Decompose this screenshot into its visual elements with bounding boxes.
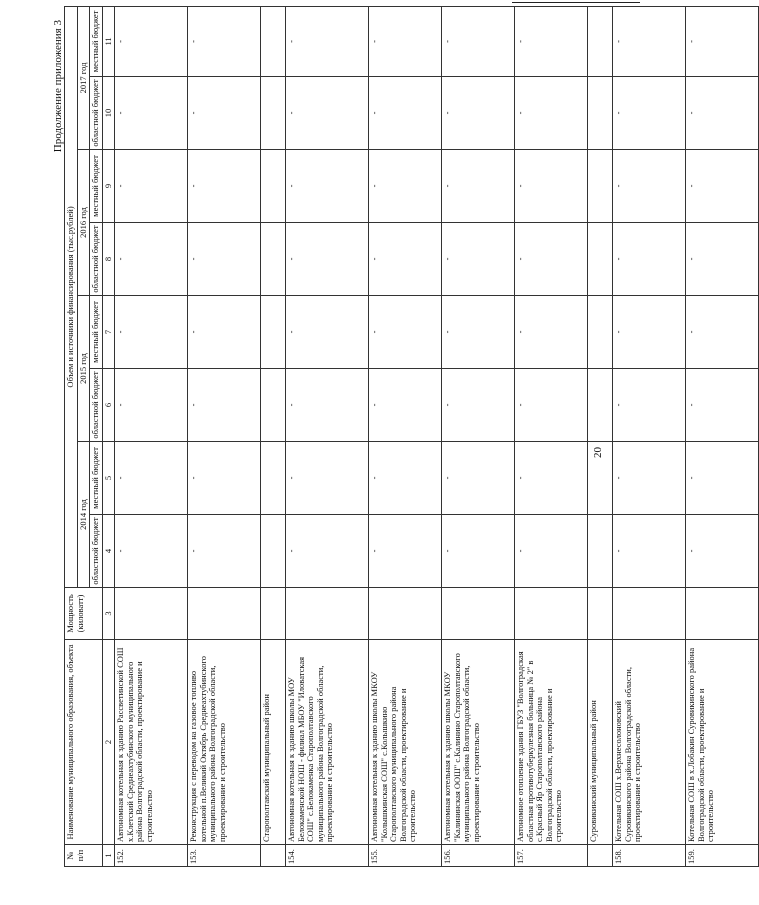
funding-value: - [613, 6, 686, 76]
header-regional: областной бюджет [90, 369, 103, 442]
column-number: 1 [102, 845, 115, 867]
row-number: 153. [188, 845, 261, 867]
funding-value: - [515, 296, 588, 369]
column-number: 4 [102, 515, 115, 588]
funding-value: - [515, 515, 588, 588]
column-number: 7 [102, 296, 115, 369]
funding-table [64, 6, 759, 867]
column-number: 6 [102, 369, 115, 442]
row-number: 156. [442, 845, 515, 867]
row-number: 158. [613, 845, 686, 867]
column-number: 9 [102, 150, 115, 223]
empty-cell [261, 369, 286, 442]
power-cell [515, 588, 588, 640]
table-row [188, 6, 261, 866]
header-regional: областной бюджет [90, 223, 103, 296]
table-row [442, 6, 515, 866]
district-name: Суровикинский муниципальный район [588, 640, 613, 845]
funding-value: - [515, 150, 588, 223]
funding-value: - [442, 150, 515, 223]
funding-value: - [115, 223, 188, 296]
funding-value: - [286, 223, 369, 296]
row-number: 152. [115, 845, 188, 867]
funding-value: - [286, 77, 369, 150]
funding-value: - [115, 77, 188, 150]
funding-value: - [115, 442, 188, 515]
funding-value: - [442, 77, 515, 150]
funding-value: - [115, 515, 188, 588]
funding-value: - [686, 223, 759, 296]
table-row [115, 6, 188, 866]
funding-value: - [613, 369, 686, 442]
funding-value: - [442, 442, 515, 515]
funding-value: - [686, 296, 759, 369]
funding-value: - [115, 296, 188, 369]
funding-value: - [115, 6, 188, 76]
funding-value: - [686, 369, 759, 442]
empty-cell [588, 223, 613, 296]
power-cell [115, 588, 188, 640]
empty-cell [588, 150, 613, 223]
power-cell [369, 588, 442, 640]
funding-value: - [442, 515, 515, 588]
funding-value: - [369, 442, 442, 515]
empty-cell [588, 77, 613, 150]
funding-value: - [286, 296, 369, 369]
object-name: Автономная котельная к зданию школы МКОУ "Калининская ООШ" с.Калинино Старополтавского муниципального района Волгоградской области, проектирование и строительство [442, 640, 515, 845]
table-row [515, 6, 588, 866]
object-name: Котельная СОШ в х.Лобакин Суровикинского района Волгоградской области, проектирование и строительство [686, 640, 759, 845]
page-number: 20 [592, 447, 604, 458]
empty-cell [588, 442, 613, 515]
header-year-2015: 2015 год [77, 296, 90, 442]
funding-value: - [286, 150, 369, 223]
header-name: Наименование муниципального образования, объекта [65, 640, 103, 845]
funding-value: - [286, 369, 369, 442]
funding-value: - [442, 369, 515, 442]
empty-cell [261, 296, 286, 369]
column-number: 8 [102, 223, 115, 296]
power-cell [588, 588, 613, 640]
funding-value: - [188, 442, 261, 515]
funding-value: - [613, 296, 686, 369]
power-cell [188, 588, 261, 640]
funding-value: - [188, 515, 261, 588]
funding-value: - [188, 6, 261, 76]
header-no: № п/п [65, 845, 103, 867]
header-year-2014: 2014 год [77, 442, 90, 588]
row-number: 155. [369, 845, 442, 867]
table-row [686, 6, 759, 866]
funding-value: - [515, 442, 588, 515]
funding-value: - [286, 6, 369, 76]
column-number: 11 [102, 6, 115, 76]
funding-value: - [369, 296, 442, 369]
funding-value: - [286, 442, 369, 515]
empty-cell [261, 150, 286, 223]
continuation-note: Продолжение приложения 3 [52, 20, 64, 153]
funding-value: - [686, 77, 759, 150]
funding-value: - [188, 369, 261, 442]
funding-value: - [442, 223, 515, 296]
column-number: 2 [102, 640, 115, 845]
header-local: местный бюджет [90, 296, 103, 369]
object-name: Автономное отопление здания ГБУЗ "Волгоградская областная противотуберкулезная больница № 2" в с.Красный Яр Старополтавского района Волгоградской области, проектирование и строительство [515, 640, 588, 845]
column-number: 10 [102, 77, 115, 150]
header-power: Мощность (киловатт) [65, 588, 103, 640]
funding-value: - [515, 223, 588, 296]
header-local: местный бюджет [90, 150, 103, 223]
object-name: Автономная котельная к зданию школы МКОУ "Колышкинская СОШ" с.Колышкино Старополтавского муниципального района Волгоградской области, проектирование и строительство [369, 640, 442, 845]
district-name: Старополтавский муниципальный район [261, 640, 286, 845]
table-body [115, 6, 759, 866]
power-cell [261, 588, 286, 640]
empty-cell [588, 296, 613, 369]
header-local: местный бюджет [90, 6, 103, 76]
empty-cell [261, 6, 286, 76]
empty-cell [588, 515, 613, 588]
power-cell [613, 588, 686, 640]
row-number [261, 845, 286, 867]
empty-cell [261, 442, 286, 515]
funding-value: - [686, 6, 759, 76]
funding-value: - [686, 442, 759, 515]
funding-value: - [686, 515, 759, 588]
funding-value: - [515, 369, 588, 442]
funding-value: - [188, 223, 261, 296]
row-number [588, 845, 613, 867]
funding-value: - [369, 150, 442, 223]
district-row [588, 6, 613, 866]
object-name: Автономная котельная к зданию школы МОУ Белокаменской НОШ - филиал МБОУ "Иловатская СОШ" с.Белокаменка Старополтавского муниципального района Волгоградской области, проектирование и строительство [286, 640, 369, 845]
empty-cell [261, 223, 286, 296]
funding-value: - [515, 77, 588, 150]
funding-value: - [188, 77, 261, 150]
funding-value: - [613, 515, 686, 588]
funding-value: - [442, 6, 515, 76]
empty-cell [588, 369, 613, 442]
header-year-2017: 2017 год [77, 6, 90, 149]
row-number: 157. [515, 845, 588, 867]
funding-value: - [188, 296, 261, 369]
funding-value: - [515, 6, 588, 76]
district-row [261, 6, 286, 866]
funding-value: - [115, 369, 188, 442]
header-regional: областной бюджет [90, 77, 103, 150]
empty-cell [261, 77, 286, 150]
table-row [613, 6, 686, 866]
funding-value: - [369, 223, 442, 296]
funding-value: - [369, 369, 442, 442]
table-row [369, 6, 442, 866]
header-funding: Объем и источники финансирования (тыс.рублей) [65, 6, 78, 587]
object-name: Реконструкция с переводом на газовое топливо котельной п.Великий Октябрь Среднеахтубинского муниципального района Волгоградской области, проектирование и строительство [188, 640, 261, 845]
funding-value: - [115, 150, 188, 223]
funding-value: - [369, 6, 442, 76]
funding-value: - [369, 515, 442, 588]
header-regional: областной бюджет [90, 515, 103, 588]
table-row [286, 6, 369, 866]
object-name: Котельная СОШ х.Верхнесолоновский Суровикинского района Волгоградской области, проектирование и строительство [613, 640, 686, 845]
funding-value: - [286, 515, 369, 588]
funding-value: - [686, 150, 759, 223]
funding-value: - [188, 150, 261, 223]
funding-value: - [369, 77, 442, 150]
funding-value: - [613, 150, 686, 223]
row-number: 159. [686, 845, 759, 867]
row-number: 154. [286, 845, 369, 867]
funding-value: - [613, 77, 686, 150]
funding-value: - [613, 442, 686, 515]
funding-value: - [442, 296, 515, 369]
power-cell [442, 588, 515, 640]
column-number: 3 [102, 588, 115, 640]
power-cell [686, 588, 759, 640]
funding-value: - [613, 223, 686, 296]
empty-cell [588, 6, 613, 76]
power-cell [286, 588, 369, 640]
object-name: Автономная котельная к зданию Рассветинской СОШ х.Клетский Среднеахтубинского муниципального района Волгоградской области, проектирование и строительство [115, 640, 188, 845]
header-local: местный бюджет [90, 442, 103, 515]
header-year-2016: 2016 год [77, 150, 90, 296]
empty-cell [261, 515, 286, 588]
column-number: 5 [102, 442, 115, 515]
